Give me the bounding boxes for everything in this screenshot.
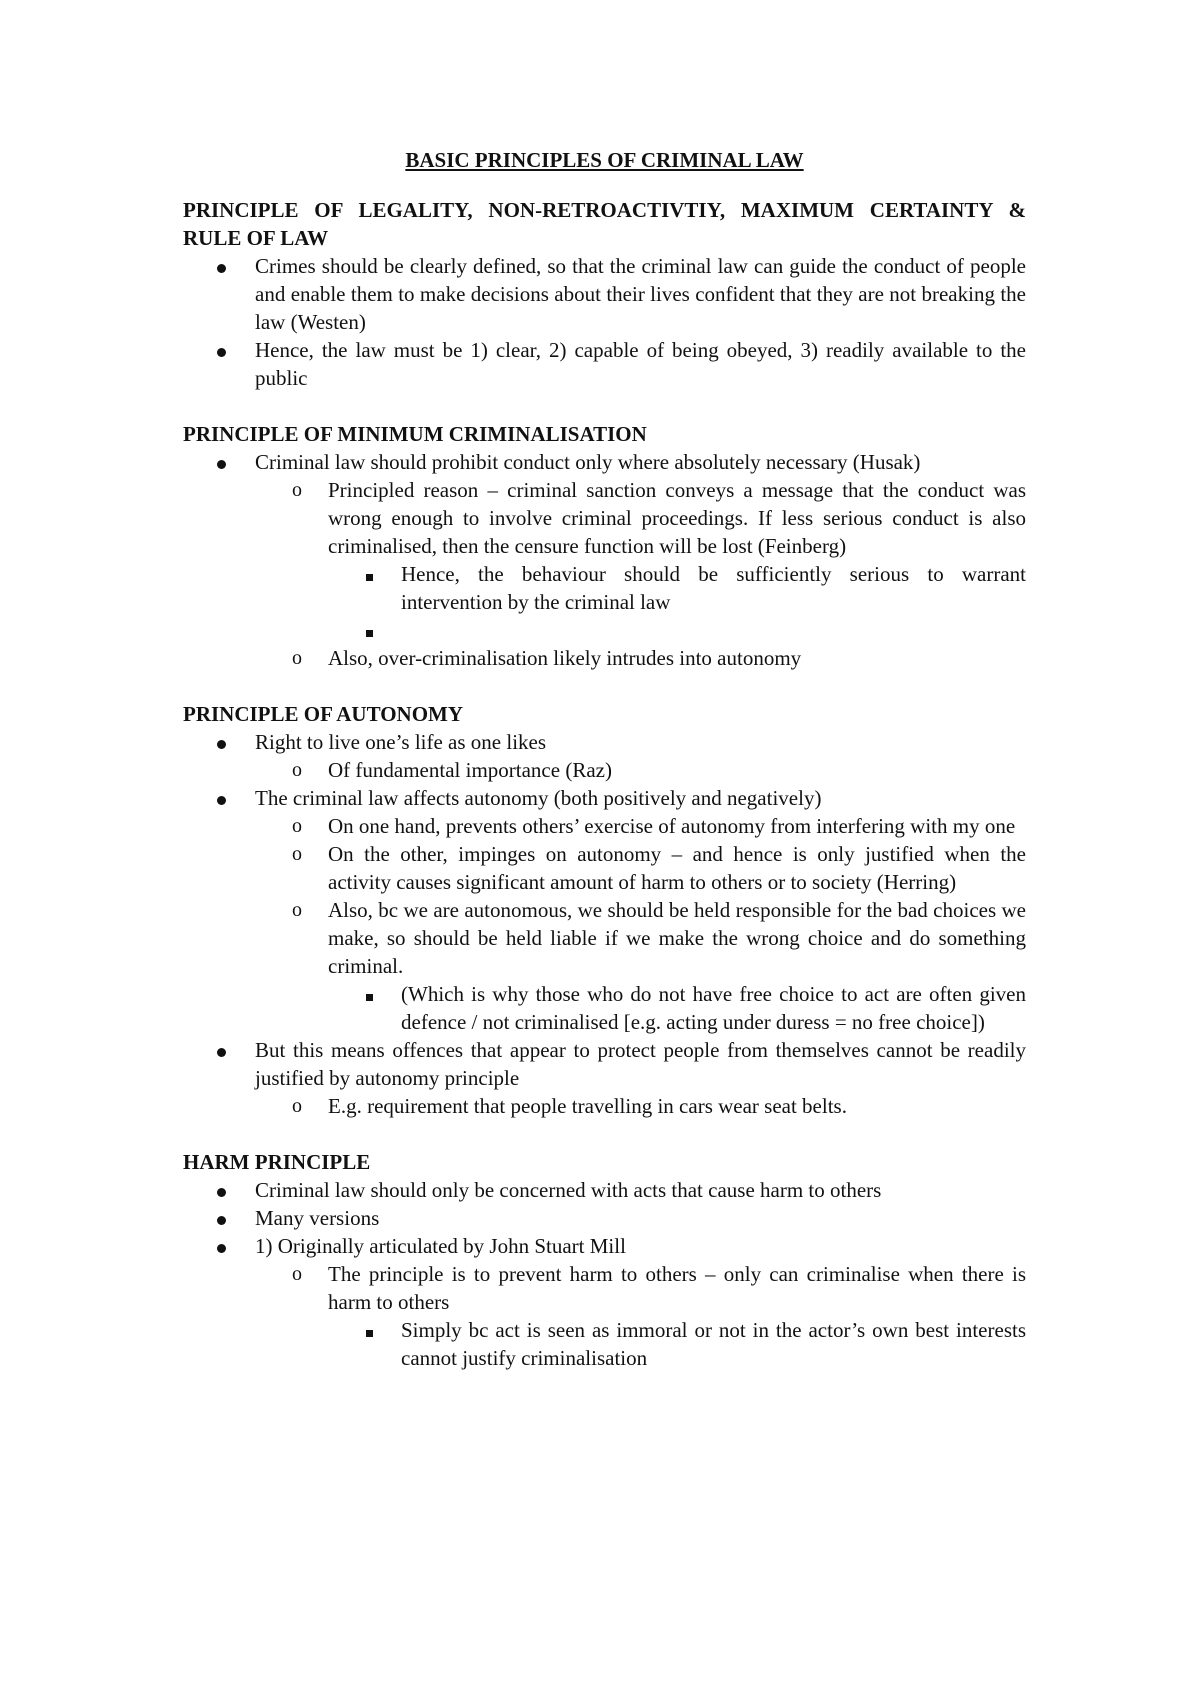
list-item [183,1316,1026,1372]
list-item [183,252,1026,336]
bullet-icon [217,252,226,280]
bullet-icon [217,1204,226,1232]
list-item-text: E.g. requirement that people travelling in cars wear seat belts. [328,1094,847,1118]
section-legality [183,196,1026,392]
bullet-icon [217,1232,226,1260]
list-item-text: But this means offences that appear to protect people from themselves cannot be readily justified by autonomy principle [255,1038,1026,1090]
section-heading: HARM PRINCIPLE [183,1150,371,1174]
list-item-text: Hence, the behaviour should be sufficiently serious to warrant intervention by the criminal law [401,562,1026,614]
list-item [183,784,1026,812]
bullet-list [183,252,1026,392]
list-item-text: Hence, the law must be 1) clear, 2) capable of being obeyed, 3) readily available to the public [255,338,1026,390]
bullet-icon [217,448,226,476]
list-item [183,1232,1026,1260]
list-item [183,336,1026,392]
list-item-text: Also, bc we are autonomous, we should be held responsible for the bad choices we make, so should be held liable if we make the wrong choice and do something criminal. [328,898,1026,978]
list-item-text: Criminal law should only be concerned with acts that cause harm to others [255,1178,882,1202]
section-heading: PRINCIPLE OF MINIMUM CRIMINALISATION [183,422,647,446]
circle-bullet-icon: o [292,1263,302,1285]
document-body [183,146,1026,1400]
bullet-icon [217,784,226,812]
square-bullet-icon [366,1316,373,1344]
circle-bullet-icon: o [292,479,302,501]
list-item-text: Of fundamental importance (Raz) [328,758,612,782]
list-item [183,1176,1026,1204]
list-item-text: Also, over-criminalisation likely intrudes into autonomy [328,646,802,670]
section-harm-principle [183,1148,1026,1372]
section-minimum-criminalisation [183,420,1026,672]
bullet-list [183,1176,1026,1372]
list-item [183,1092,1026,1120]
square-bullet-icon [366,980,373,1008]
list-item [183,448,1026,476]
list-item-text: (Which is why those who do not have free choice to act are often given defence / not criminalised [e.g. acting under duress = no free choice]) [401,982,1026,1034]
section-heading: PRINCIPLE OF LEGALITY, NON-RETROACTIVTIY, MAXIMUM CERTAINTY & RULE OF LAW [183,198,1026,250]
list-item-text: The criminal law affects autonomy (both positively and negatively) [255,786,822,810]
list-item [183,1260,1026,1316]
list-item [183,560,1026,616]
bullet-icon [217,1036,226,1064]
bullet-list [183,448,1026,672]
list-item-text: Criminal law should prohibit conduct only where absolutely necessary (Husak) [255,450,921,474]
bullet-icon [217,728,226,756]
list-item-text: Simply bc act is seen as immoral or not in the actor’s own best interests cannot justify criminalisation [401,1318,1026,1370]
circle-bullet-icon: o [292,647,302,669]
list-item-text: On one hand, prevents others’ exercise of autonomy from interfering with my one [328,814,1016,838]
list-item [183,756,1026,784]
section-autonomy [183,700,1026,1120]
document-title: BASIC PRINCIPLES OF CRIMINAL LAW [405,148,804,172]
list-item [183,980,1026,1036]
list-item-text: Crimes should be clearly defined, so that the criminal law can guide the conduct of people and enable them to make decisions about their lives confident that they are not breaking the law (Westen) [255,254,1026,334]
list-item [183,728,1026,756]
list-item-text: Principled reason – criminal sanction conveys a message that the conduct was wrong enough to involve criminal proceedings. If less serious conduct is also criminalised, then the censure function will be lost (Feinberg) [328,478,1026,558]
list-item [183,644,1026,672]
square-bullet-icon [366,560,373,588]
list-item-text: Many versions [255,1206,380,1230]
list-item [183,476,1026,560]
circle-bullet-icon: o [292,815,302,837]
bullet-icon [217,336,226,364]
circle-bullet-icon: o [292,1095,302,1117]
list-item [183,812,1026,840]
circle-bullet-icon: o [292,899,302,921]
list-item-text: 1) Originally articulated by John Stuart Mill [255,1234,626,1258]
list-item [183,1204,1026,1232]
list-item-text: On the other, impinges on autonomy – and hence is only justified when the activity causes significant amount of harm to others or to society (Herring) [328,842,1026,894]
list-item-text: The principle is to prevent harm to others – only can criminalise when there is harm to others [328,1262,1026,1314]
circle-bullet-icon: o [292,759,302,781]
bullet-list [183,728,1026,1120]
bullet-icon [217,1176,226,1204]
list-item [183,1036,1026,1092]
section-heading: PRINCIPLE OF AUTONOMY [183,702,464,726]
list-item [183,840,1026,896]
list-item-text: Right to live one’s life as one likes [255,730,547,754]
circle-bullet-icon: o [292,843,302,865]
list-item [183,616,1026,644]
square-bullet-icon [366,616,373,644]
list-item [183,896,1026,980]
